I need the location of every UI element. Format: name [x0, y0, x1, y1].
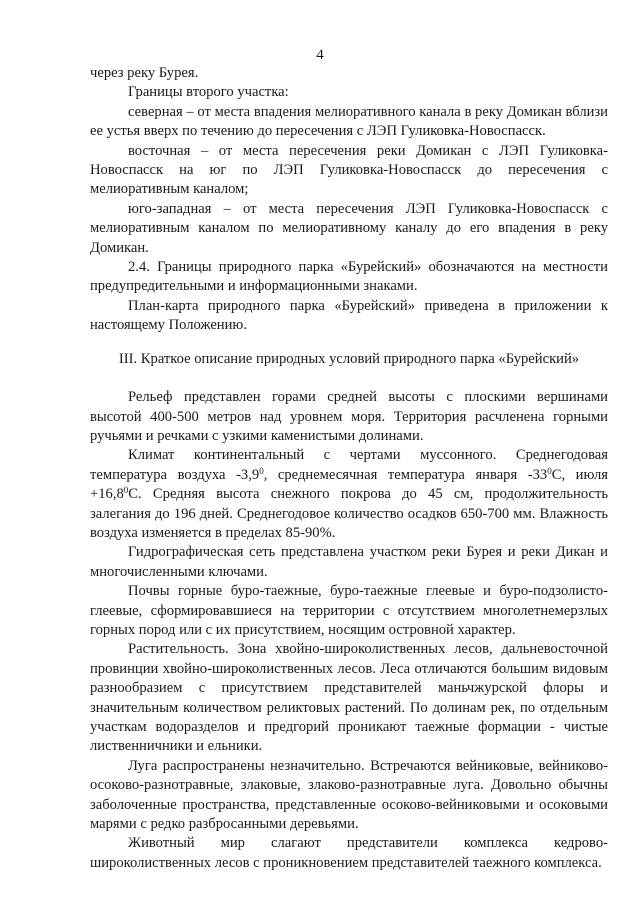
boundary-southwest: юго-западная – от места пересечения ЛЭП Гуликовка-Новоспасск с мелиоративным каналом по мелиоративному каналу до его впадения в реку Домикан. — [90, 200, 608, 256]
hydrography-paragraph: Гидрографическая сеть представлена участком реки Бурея и реки Дикан и многочисленными ключами. — [90, 544, 608, 580]
boundary-east: восточная – от места пересечения реки Домикан с ЛЭП Гуликовка-Новоспасск на юг по ЛЭП Гуликовка-Новоспасск до пересечения с мелиоративным каналом; — [90, 142, 608, 198]
boundary-north: северная – от места впадения мелиоративного канала в реку Домикан вблизи ее устья вверх по течению до пересечения с ЛЭП Гуликовка-Новоспасск. — [90, 103, 608, 140]
soils-paragraph: Почвы горные буро-таежные, буро-таежные глеевые и буро-подзолисто-глеевые, сформировавшиеся на территории с отсутствием многолетнемерзлых горных пород или с их присутствием, носящим островной характер. — [90, 583, 608, 638]
climate-text-3: С, июля +16,8 — [90, 466, 609, 503]
intro-line: через реку Бурея. — [90, 65, 199, 81]
meadows-paragraph: Луга распространены незначительно. Встречаются вейниковые, вейниково-осоково-разнотравные, злаковые, злаково-разнотравные луга. Довольно обычны заболоченные пространства, представленные осоково-вейниковыми и осоковыми марями с редко разбросанными деревьями. — [90, 757, 608, 833]
climate-text-2: , среднемесячная температура января -33 — [263, 466, 548, 483]
document-body — [90, 64, 608, 873]
degree-sup-3: 0 — [123, 485, 129, 496]
relief-paragraph: Рельеф представлен горами средней высоты с плоскими вершинами высотой 400-500 метров над уровнем моря. Территория расчленена горными ручьями и речками с узкими каменистыми долинами. — [90, 389, 608, 444]
page-number: 4 — [316, 47, 324, 63]
vegetation-paragraph: Растительность. Зона хвойно-широколиственных лесов, дальневосточной провинции хвойно-широколиственных лесов. Леса отличаются большим видовым разнообразием с присутствием представителей маньчжурской флоры и значительным количеством реликтовых растений. По долинам рек, по отдельным участкам водоразделов и предгорий проникают таежные формации - чистые лиственничники и ельники. — [90, 641, 608, 755]
second-section-title: Границы второго участка: — [128, 84, 289, 101]
degree-sup-1: 0 — [259, 465, 264, 476]
degree-sup-2: 0 — [547, 465, 552, 476]
plan-map-paragraph: План-карта природного парка «Бурейский» приведена в приложении к настоящему Положению. — [90, 297, 608, 334]
fauna-paragraph: Животный мир слагают представители комплекса кедрово-широколиственных лесов с проникновением представителей таежного комплекса. — [90, 835, 608, 871]
clause-2-4: 2.4. Границы природного парка «Бурейский» обозначаются на местности предупредительными и информационными знаками. — [90, 259, 608, 295]
climate-text-4: С. Средняя высота снежного покрова до 45 см, продолжительность залегания до 196 дней. Среднегодовое количество осадков 650-700 мм. Влажность воздуха изменяется в пределах 85-90%. — [90, 486, 608, 541]
climate-paragraph — [90, 446, 608, 543]
climate-text-1: Климат континентальный с чертами муссонного. Среднегодовая температура воздуха -3,9 — [90, 447, 608, 483]
section-3-heading: III. Краткое описание природных условий природного парка «Бурейский» — [118, 350, 580, 367]
